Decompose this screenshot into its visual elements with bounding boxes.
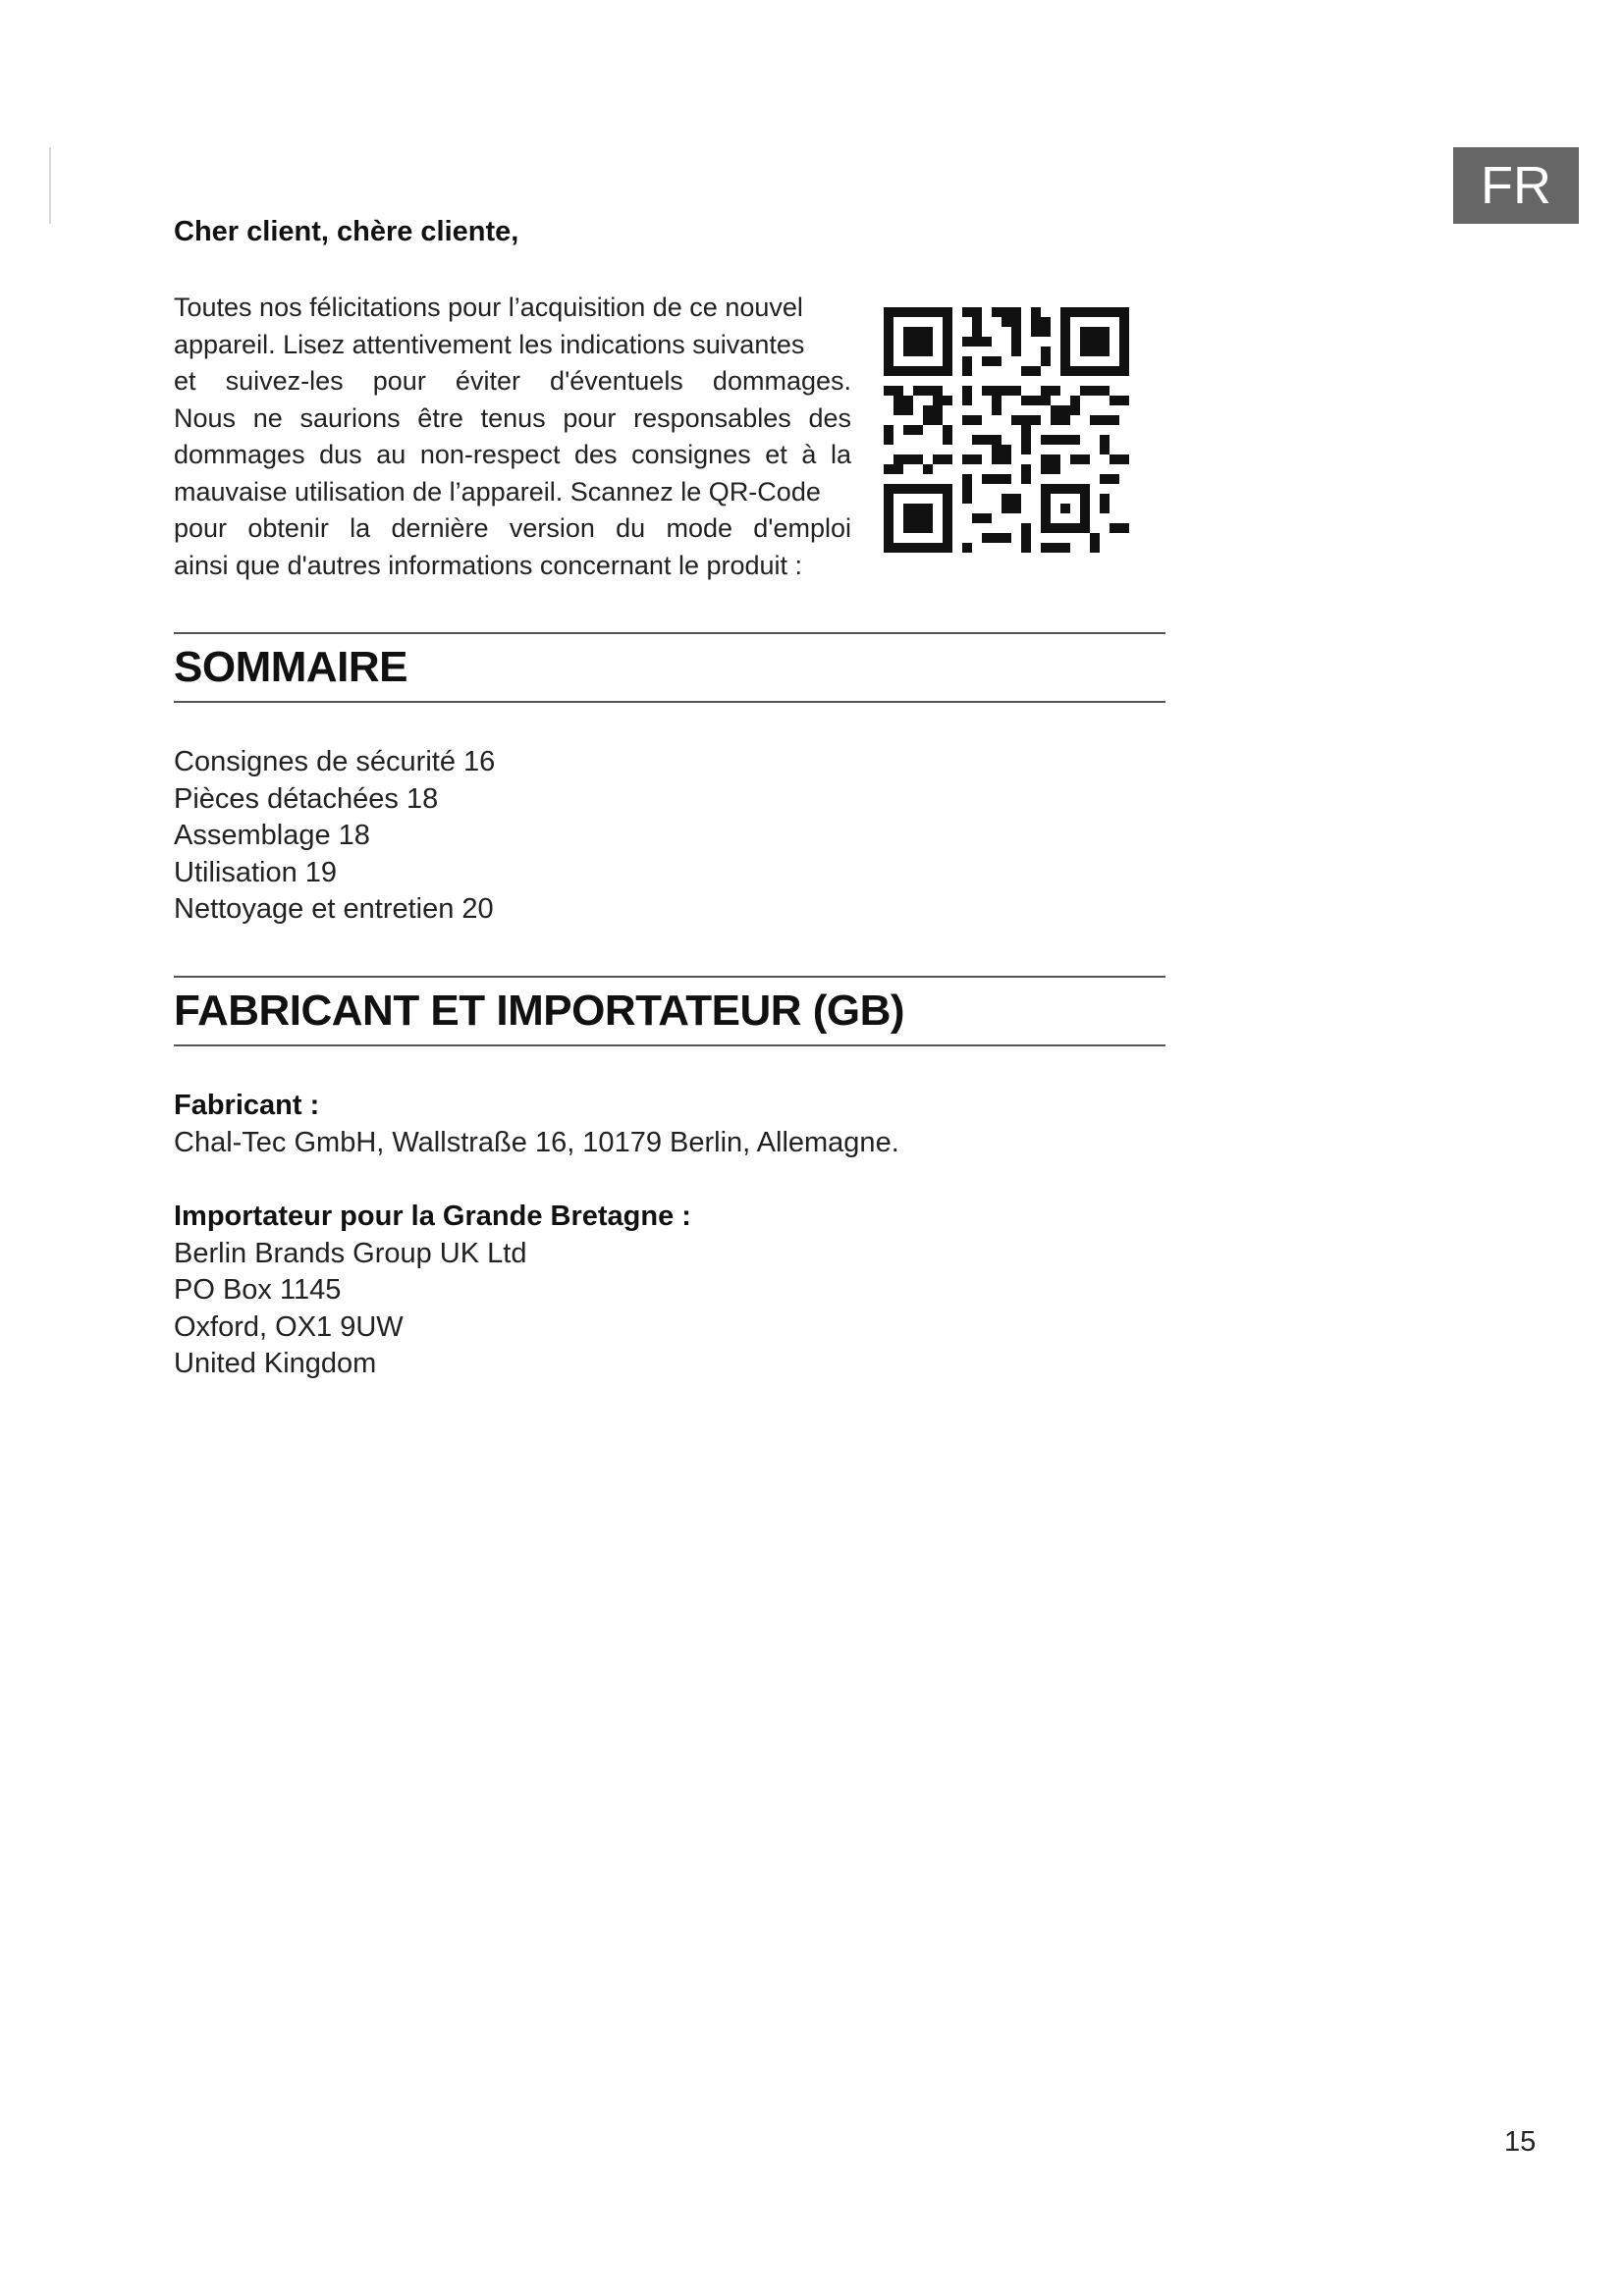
toc-item[interactable]: Pièces détachées 18 [174,782,439,815]
importer-line: PO Box 1145 [174,1274,342,1306]
intro-line: ainsi que d'autres informations concernant le produit : [174,550,803,580]
manufacturer-label: Fabricant : [174,1090,320,1121]
table-of-contents [174,744,495,929]
toc-item[interactable]: Consignes de sécurité 16 [174,746,496,777]
fabricant-title: FABRICANT ET IMPORTATEUR (GB) [174,987,905,1035]
toc-item[interactable]: Utilisation 19 [174,856,338,888]
intro-line: Nous ne saurions être tenus pour responsables des [174,402,851,433]
intro-line: appareil. Lisez attentivement les indications suivantes [174,329,805,359]
language-badge: FR [1453,147,1579,224]
intro-line: Toutes nos félicitations pour l’acquisition de ce nouvel [174,293,803,322]
importer-line: United Kingdom [174,1348,377,1379]
manufacturer-block [174,1088,899,1161]
importer-line: Berlin Brands Group UK Ltd [174,1237,527,1269]
importer-block [174,1199,691,1383]
fabricant-heading [174,976,1165,1046]
sommaire-title: SOMMAIRE [174,643,407,691]
intro-line: mauvaise utilisation de l’appareil. Scannez le QR-Code [174,476,821,507]
toc-item[interactable]: Nettoyage et entretien 20 [174,893,494,925]
page-number: 15 [1504,2126,1537,2158]
intro-paragraph [174,290,851,584]
qr-code-icon[interactable] [884,307,1129,553]
sommaire-heading [174,632,1165,703]
manufacturer-address: Chal-Tec GmbH, Wallstraße 16, 10179 Berlin, Allemagne. [174,1126,899,1158]
importer-line: Oxford, OX1 9UW [174,1310,404,1343]
greeting: Cher client, chère cliente, [174,216,519,247]
margin-line [49,147,51,224]
intro-line: pour obtenir la dernière version du mode d'emploi [174,513,851,543]
importer-label: Importateur pour la Grande Bretagne : [174,1201,691,1232]
intro-line: et suivez-les pour éviter d'éventuels dommages. [174,366,851,396]
toc-item[interactable]: Assemblage 18 [174,820,370,851]
intro-line: dommages dus au non-respect des consignes et à la [174,440,851,469]
